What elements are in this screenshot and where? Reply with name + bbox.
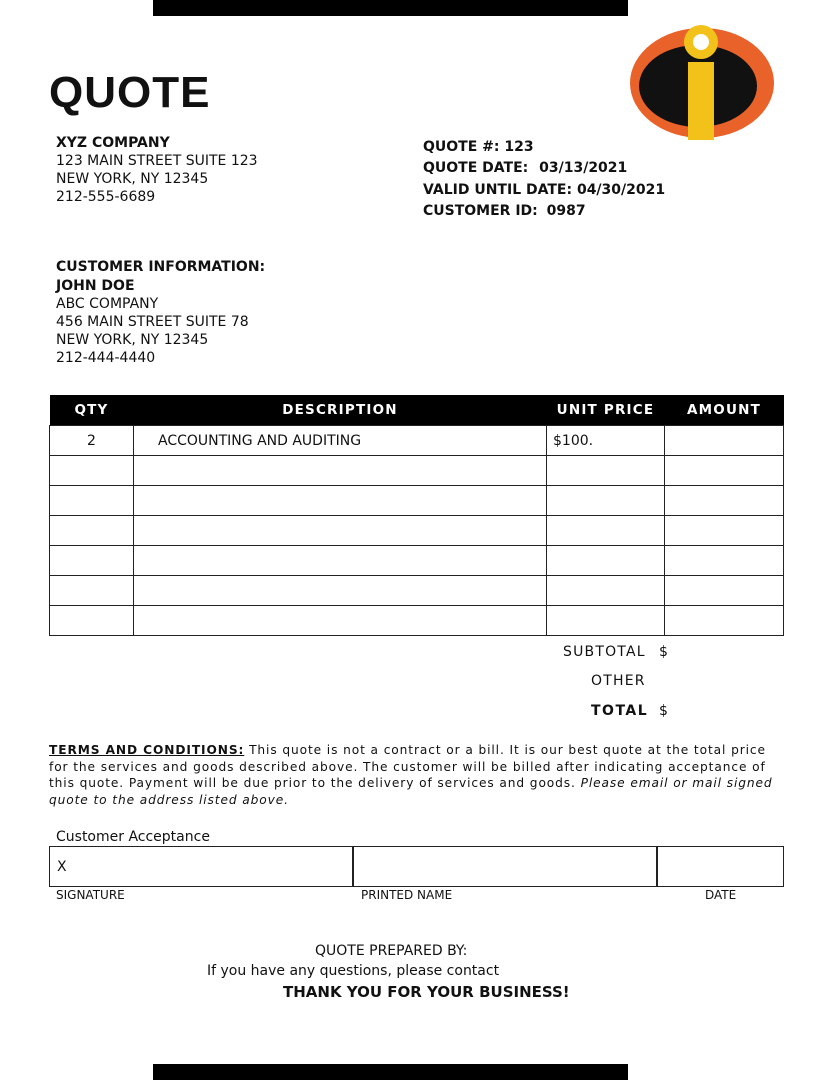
cell-unit-price <box>547 456 665 486</box>
signature-label: SIGNATURE <box>56 888 125 902</box>
cell-qty <box>50 576 134 606</box>
table-row <box>50 606 784 636</box>
customer-id-label: CUSTOMER ID: <box>423 203 538 219</box>
cell-unit-price <box>547 606 665 636</box>
terms-body: This quote is not a contract or a bill. It is our best quote at the total price for the services and goods described above. The customer will be billed after indicating acceptance of this quote. Payment will be due prior to the delivery of services and goods. <box>49 743 766 790</box>
questions-contact: If you have any questions, please contact <box>207 963 500 979</box>
other-label: OTHER <box>591 673 646 689</box>
terms-heading: TERMS AND CONDITIONS: <box>49 743 245 757</box>
cell-amount <box>665 576 784 606</box>
printed-name-label: PRINTED NAME <box>361 888 453 902</box>
page-title: QUOTE <box>49 68 211 117</box>
header-description: DESCRIPTION <box>134 395 547 426</box>
total-currency: $ <box>659 703 668 719</box>
date-label: DATE <box>705 888 737 902</box>
date-field[interactable] <box>656 846 784 887</box>
cell-qty: 2 <box>50 426 134 456</box>
customer-id-value: 0987 <box>546 203 586 219</box>
customer-address-line2: NEW YORK, NY 12345 <box>56 332 209 348</box>
cell-amount <box>665 516 784 546</box>
terms-italic-note: Please email or mail signed quote to the address listed above. <box>49 776 773 807</box>
table-row <box>50 456 784 486</box>
quote-date <box>423 159 627 177</box>
cell-amount <box>665 426 784 456</box>
company-address-line1: 123 MAIN STREET SUITE 123 <box>56 153 258 169</box>
company-phone: 212-555-6689 <box>56 189 156 205</box>
cell-qty <box>50 546 134 576</box>
cell-description <box>134 606 547 636</box>
cell-description <box>134 516 547 546</box>
table-row <box>50 486 784 516</box>
cell-qty <box>50 606 134 636</box>
customer-info-heading: CUSTOMER INFORMATION: <box>56 259 266 275</box>
quote-date-value: 03/13/2021 <box>539 160 628 176</box>
table-row <box>50 426 784 456</box>
cell-amount <box>665 546 784 576</box>
cell-amount <box>665 456 784 486</box>
cell-qty <box>50 516 134 546</box>
customer-company: ABC COMPANY <box>56 296 159 312</box>
subtotal-currency: $ <box>659 644 668 660</box>
cell-description <box>134 576 547 606</box>
cell-unit-price: $100. <box>547 426 665 456</box>
cell-unit-price <box>547 576 665 606</box>
cell-unit-price <box>547 546 665 576</box>
valid-until-date <box>423 181 665 199</box>
quote-number-value: 123 <box>504 139 534 155</box>
table-row <box>50 546 784 576</box>
quote-prepared-by: QUOTE PREPARED BY: <box>315 943 468 959</box>
header-unit-price: UNIT PRICE <box>547 395 665 426</box>
cell-amount <box>665 486 784 516</box>
cell-amount <box>665 606 784 636</box>
quote-number-label: QUOTE #: <box>423 139 500 155</box>
valid-until-value: 04/30/2021 <box>576 182 666 198</box>
incredibles-logo <box>628 20 778 142</box>
header-qty: QTY <box>50 395 134 426</box>
customer-phone: 212-444-4440 <box>56 350 156 366</box>
subtotal-label: SUBTOTAL <box>563 644 646 660</box>
cell-description <box>134 486 547 516</box>
signature-mark: X <box>57 859 67 875</box>
signature-field[interactable] <box>49 846 354 887</box>
quote-date-label: QUOTE DATE: <box>423 160 529 176</box>
cell-description: ACCOUNTING AND AUDITING <box>134 426 547 456</box>
cell-unit-price <box>547 516 665 546</box>
customer-acceptance-heading: Customer Acceptance <box>56 829 210 845</box>
cell-qty <box>50 456 134 486</box>
customer-name: JOHN DOE <box>56 278 135 294</box>
table-row <box>50 516 784 546</box>
total-label: TOTAL <box>591 703 649 719</box>
line-items-table <box>49 395 784 636</box>
terms-and-conditions <box>49 742 783 808</box>
company-address-line2: NEW YORK, NY 12345 <box>56 171 209 187</box>
printed-name-field[interactable] <box>352 846 658 887</box>
cell-qty <box>50 486 134 516</box>
customer-address-line1: 456 MAIN STREET SUITE 78 <box>56 314 249 330</box>
bottom-bar <box>153 1064 628 1080</box>
customer-id <box>423 202 586 220</box>
top-bar <box>153 0 628 16</box>
table-header-row <box>50 395 784 426</box>
company-name: XYZ COMPANY <box>56 135 170 151</box>
quote-number <box>423 138 534 156</box>
valid-until-label: VALID UNTIL DATE: <box>423 182 573 198</box>
cell-description <box>134 456 547 486</box>
cell-description <box>134 546 547 576</box>
thank-you-message: THANK YOU FOR YOUR BUSINESS! <box>283 983 570 1001</box>
table-row <box>50 576 784 606</box>
cell-unit-price <box>547 486 665 516</box>
header-amount: AMOUNT <box>665 395 784 426</box>
